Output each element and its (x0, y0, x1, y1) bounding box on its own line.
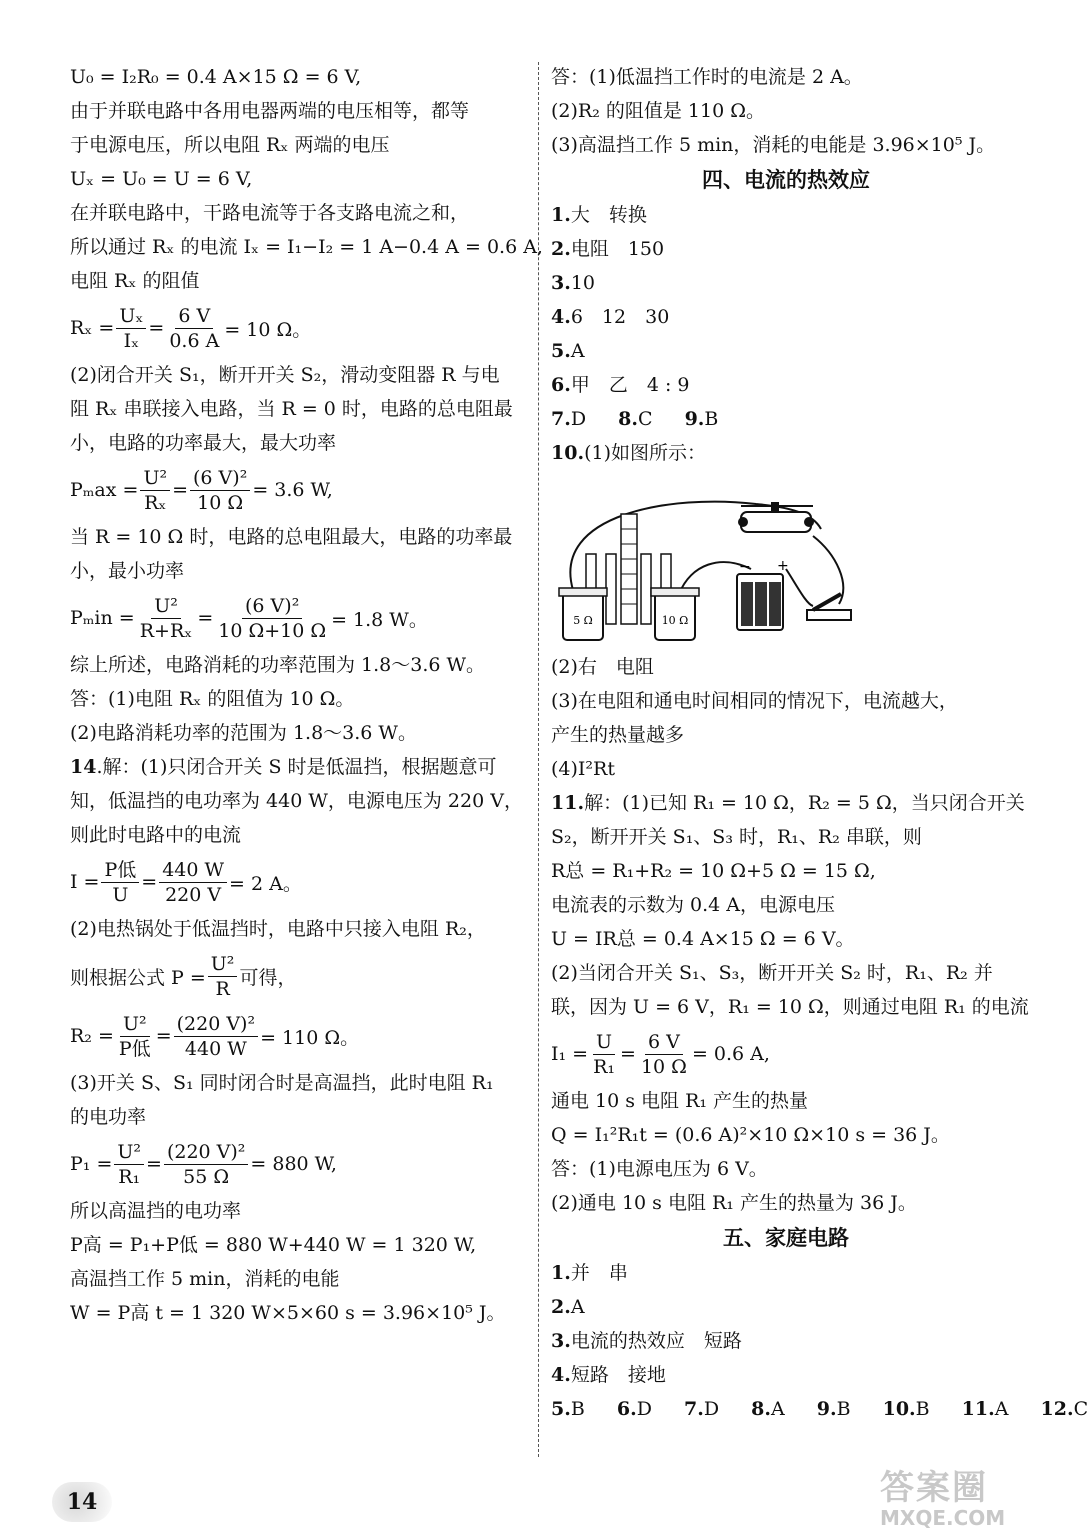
text-line: 答：(1)电源电压为 6 V。 (551, 1158, 768, 1180)
eq-rhs: = 880 W, (250, 1153, 337, 1175)
eq-lhs: Pₘax = (70, 479, 139, 501)
text-line: 所以通过 Rₓ 的电流 Iₓ = I₁−I₂ = 1 A−0.4 A = 0.6 A, (70, 236, 543, 258)
equals-sign: = (141, 871, 158, 893)
fraction-denominator: 0.6 A (169, 329, 220, 352)
text-line: 的电功率 (70, 1106, 147, 1128)
fraction-denominator: 55 Ω (183, 1165, 230, 1188)
answer-item (551, 266, 1021, 300)
plus-terminal-label: + (777, 558, 789, 574)
fraction-numerator: (220 V)² (164, 1140, 248, 1165)
equation-formula (70, 946, 525, 1006)
eq-lhs: Rₓ = (70, 317, 115, 339)
text-line: (2)电热锅处于低温挡时，电路中只接入电阻 R₂， (70, 918, 486, 940)
fraction-denominator: 10 Ω (197, 491, 244, 514)
fraction-numerator: U² (114, 1140, 144, 1165)
equation-p1 (70, 1134, 525, 1194)
text-line: (2)闭合开关 S₁，断开开关 S₂，滑动变阻器 R 与电 (70, 364, 500, 386)
text-line: 所以高温挡的电功率 (70, 1200, 242, 1222)
text-line: 产生的热量越多 (551, 724, 685, 746)
fraction-numerator: 6 V (175, 304, 213, 329)
eq-lhs: I₁ = (551, 1043, 589, 1065)
equation-current (70, 852, 525, 912)
switch (807, 594, 851, 620)
fraction (164, 1140, 248, 1189)
equals-sign: = (148, 317, 165, 339)
text-line: (2)右 电阻 (551, 656, 654, 678)
answer-number: 5. (551, 1398, 571, 1420)
equation-rx (70, 298, 525, 358)
text-line: (3)在电阻和通电时间相同的情况下，电流越大， (551, 690, 958, 712)
eq-lhs: I = (70, 871, 100, 893)
equals-sign: = (155, 1025, 172, 1047)
answer-number: 3. (551, 1330, 571, 1352)
text-line: 当 R = 10 Ω 时，电路的总电阻最大，电路的功率最 (70, 526, 513, 548)
text-line: S₂，断开开关 S₁、S₃ 时，R₁、R₂ 串联，则 (551, 826, 922, 848)
question-14 (70, 750, 525, 784)
fraction-numerator: P低 (101, 858, 139, 883)
text-line: 电阻 Rₓ 的阻值 (70, 270, 200, 292)
watermark (880, 1470, 1060, 1532)
eq-lhs: P₁ = (70, 1153, 113, 1175)
answer-text: 甲 乙 4 : 9 (570, 374, 690, 396)
fraction (208, 952, 238, 1001)
answer-number: 10. (551, 442, 585, 464)
text-line: 于电源电压，所以电阻 Rₓ 两端的电压 (70, 134, 390, 156)
equals-sign: = (146, 1153, 162, 1175)
circuit-diagram (551, 474, 861, 646)
fraction (137, 594, 196, 643)
fraction-numerator: U (593, 1030, 615, 1055)
answer-number: 4. (551, 1364, 571, 1386)
text-line: (2)电路消耗功率的范围为 1.8～3.6 W。 (70, 722, 417, 744)
eq-rhs: = 2 A。 (229, 872, 302, 895)
fraction-denominator: Iₓ (123, 329, 140, 352)
text-line: 解：(1)已知 R₁ = 10 Ω，R₂ = 5 Ω，当只闭合开关 (584, 792, 1025, 814)
answer-number: 2. (551, 238, 571, 260)
answer-text: 电阻 150 (570, 238, 665, 260)
answer-item (551, 436, 1021, 470)
text-line: 联，因为 U = 6 V，R₁ = 10 Ω，则通过电阻 R₁ 的电流 (551, 996, 1029, 1018)
answer-text: C (637, 408, 653, 430)
wire (786, 569, 813, 606)
answer-text: B (570, 1398, 585, 1420)
eq-rhs: = 110 Ω。 (260, 1026, 360, 1049)
answer-text: 大 转换 (570, 204, 647, 226)
fraction-denominator: R₁ (118, 1165, 141, 1188)
fraction-numerator: Uₓ (116, 304, 146, 329)
answer-item (551, 232, 1021, 266)
answer-text: 10 (570, 272, 596, 294)
eq-lhs: R₂ = (70, 1025, 114, 1047)
answer-number: 9. (816, 1398, 837, 1420)
fraction (101, 858, 139, 907)
resistor-label: 5 Ω (573, 614, 593, 627)
fraction-denominator: 10 Ω+10 Ω (218, 619, 327, 642)
fraction-denominator: 220 V (165, 883, 222, 906)
answer-text: 并 串 (570, 1262, 628, 1284)
text-line: 阻 Rₓ 串联接入电路，当 R = 0 时，电路的总电阻最 (70, 398, 513, 420)
fraction-denominator: Rₓ (144, 491, 167, 514)
answer-number: 11. (961, 1398, 995, 1420)
fraction-denominator: U (112, 883, 129, 906)
fraction-denominator: P低 (118, 1037, 151, 1060)
minus-terminal-label: − (739, 559, 751, 575)
fraction (215, 594, 329, 643)
text-line: 小，最小功率 (70, 560, 185, 582)
answer-item (551, 334, 1021, 368)
text-line: R总 = R₁+R₂ = 10 Ω+5 Ω = 15 Ω, (551, 860, 876, 882)
answer-text: D (703, 1398, 720, 1420)
answer-text: 6 12 30 (570, 306, 670, 328)
answer-item (551, 368, 1021, 402)
section-heading: 四、电流的热效应 (702, 168, 870, 192)
watermark-text: 答案圈 (880, 1468, 988, 1508)
answer-item (551, 300, 1021, 334)
answer-number: 1. (551, 204, 571, 226)
answer-number: 6. (616, 1398, 637, 1420)
equation-pmin (70, 588, 525, 648)
answer-text: B (704, 408, 719, 430)
fraction (190, 466, 250, 515)
text-line: 电流表的示数为 0.4 A，电源电压 (551, 894, 836, 916)
text-line: (3)开关 S、S₁ 同时闭合时是高温挡，此时电阻 R₁ (70, 1072, 494, 1094)
answer-text: (1)如图所示： (584, 442, 706, 464)
fraction-numerator: 6 V (645, 1030, 683, 1055)
fraction-denominator: R+Rₓ (139, 619, 193, 642)
answer-number: 3. (551, 272, 571, 294)
eq-lhs: Pₘin = (70, 607, 135, 629)
fraction (116, 1012, 154, 1061)
question-number: 11. (551, 792, 585, 814)
fraction-numerator: (6 V)² (190, 466, 250, 491)
answer-number: 2. (551, 1296, 571, 1318)
answer-item (551, 198, 1021, 232)
fraction (140, 466, 170, 515)
answer-item (551, 1324, 1021, 1358)
answer-text: A (994, 1398, 1009, 1420)
eq-rhs: = 10 Ω。 (224, 318, 312, 341)
fraction (114, 1140, 144, 1189)
right-column (551, 60, 1088, 1426)
answer-number: 10. (882, 1398, 916, 1420)
question-11 (551, 786, 1025, 820)
text-line: 高温挡工作 5 min，消耗的电能 (70, 1268, 340, 1290)
text-line: Q = I₁²R₁t = (0.6 A)²×10 Ω×10 s = 36 J。 (551, 1124, 950, 1146)
text-line: 通电 10 s 电阻 R₁ 产生的热量 (551, 1090, 809, 1112)
answer-text: A (770, 1398, 785, 1420)
text-line: 则此时电路中的电流 (70, 824, 242, 846)
answer-text: B (836, 1398, 851, 1420)
equation-r2 (70, 1006, 525, 1066)
answer-text: B (915, 1398, 930, 1420)
fraction-denominator: 10 Ω (640, 1055, 687, 1078)
text-line: (2)R₂ 的阻值是 110 Ω。 (551, 100, 765, 122)
answer-number: 6. (551, 374, 571, 396)
text-line: P高 = P₁+P低 = 880 W+440 W = 1 320 W, (70, 1234, 477, 1256)
text-line: Uₓ = U₀ = U = 6 V, (70, 168, 253, 190)
circuit-figure (551, 474, 1021, 646)
fraction-numerator: U² (140, 466, 170, 491)
resistor-label: 10 Ω (661, 614, 689, 627)
answer-text: A (570, 1296, 585, 1318)
fraction-denominator: 440 W (184, 1037, 247, 1060)
answer-item (551, 402, 1021, 436)
answer-number: 7. (683, 1398, 704, 1420)
text-line: 由于并联电路中各用电器两端的电压相等，都等 (70, 100, 470, 122)
text-line: 在并联电路中，干路电流等于各支路电流之和， (70, 202, 470, 224)
answer-item (551, 1358, 1021, 1392)
answer-text: 短路 接地 (570, 1364, 666, 1386)
page-number: 14 (52, 1482, 112, 1522)
text-line: (2)当闭合开关 S₁、S₃，断开开关 S₂ 时，R₁、R₂ 并 (551, 962, 993, 984)
answer-number: 5. (551, 340, 571, 362)
answer-text: 电流的热效应 短路 (570, 1330, 742, 1352)
eq-rhs: = 3.6 W, (252, 479, 333, 501)
fraction-numerator: (6 V)² (242, 594, 302, 619)
equation-pmax (70, 460, 525, 520)
section-heading: 五、家庭电路 (723, 1226, 849, 1250)
fraction-numerator: (220 V)² (174, 1012, 258, 1037)
answer-number: 1. (551, 1262, 571, 1284)
question-number: 14 (70, 756, 97, 778)
text-line: (4)I²Rt (551, 758, 615, 780)
text-line: W = P高 t = 1 320 W×5×60 s = 3.96×10⁵ J。 (70, 1302, 506, 1324)
answer-number: 12. (1040, 1398, 1074, 1420)
answer-item (551, 1290, 1021, 1324)
answer-text: D (636, 1398, 652, 1420)
rheostat (738, 502, 814, 532)
answer-row (551, 1392, 1088, 1426)
fraction-numerator: 440 W (159, 858, 227, 883)
answer-number: 9. (684, 408, 705, 430)
answer-number: 8. (618, 408, 638, 430)
answer-text: D (570, 408, 587, 430)
battery (737, 574, 783, 630)
answer-number: 8. (751, 1398, 771, 1420)
fraction (638, 1030, 690, 1079)
text-line: 答：(1)电阻 Rₓ 的阻值为 10 Ω。 (70, 688, 355, 710)
fraction (159, 858, 227, 907)
answer-text: C (1073, 1398, 1088, 1420)
text-line: U₀ = I₂R₀ = 0.4 A×15 Ω = 6 V, (70, 66, 362, 88)
fraction-numerator: U² (120, 1012, 150, 1037)
text-line: .解：(1)只闭合开关 S 时是低温挡，根据题意可 (96, 756, 497, 778)
equals-sign: = (197, 607, 214, 629)
answer-number: 4. (551, 306, 571, 328)
text-line: (3)高温挡工作 5 min，消耗的电能是 3.96×10⁵ J。 (551, 134, 996, 156)
fraction-denominator: R₁ (593, 1055, 616, 1078)
text-line: 小，电路的功率最大，最大功率 (70, 432, 337, 454)
equals-sign: = (172, 479, 189, 501)
eq-pre: 则根据公式 P = (70, 966, 206, 989)
watermark-url: MXQE.COM (880, 1506, 1006, 1530)
scale-ruler (621, 514, 637, 624)
text-line: 知，低温挡的电功率为 440 W，电源电压为 220 V， (70, 790, 523, 812)
text-line: U = IR总 = 0.4 A×15 Ω = 6 V。 (551, 928, 855, 950)
fraction-denominator: R (215, 977, 230, 1000)
fraction (116, 304, 146, 353)
column-divider (538, 62, 539, 1457)
eq-rhs: = 1.8 W。 (331, 608, 428, 631)
text-line: (2)通电 10 s 电阻 R₁ 产生的热量为 36 J。 (551, 1192, 917, 1214)
eq-rhs: = 0.6 A, (691, 1043, 770, 1065)
fraction (174, 1012, 258, 1061)
fraction (590, 1030, 618, 1079)
equation-i1 (551, 1024, 1021, 1084)
text-line: 综上所述，电路消耗的功率范围为 1.8～3.6 W。 (70, 654, 486, 676)
left-column (70, 60, 543, 1330)
fraction-numerator: U² (208, 952, 238, 977)
answer-item (551, 1256, 1021, 1290)
answer-text: A (570, 340, 585, 362)
text-line: 答：(1)低温挡工作时的电流是 2 A。 (551, 66, 863, 88)
equals-sign: = (620, 1043, 636, 1065)
fraction-numerator: U² (151, 594, 181, 619)
answer-number: 7. (551, 408, 571, 430)
fraction (166, 304, 222, 353)
eq-post: 可得， (239, 966, 297, 989)
